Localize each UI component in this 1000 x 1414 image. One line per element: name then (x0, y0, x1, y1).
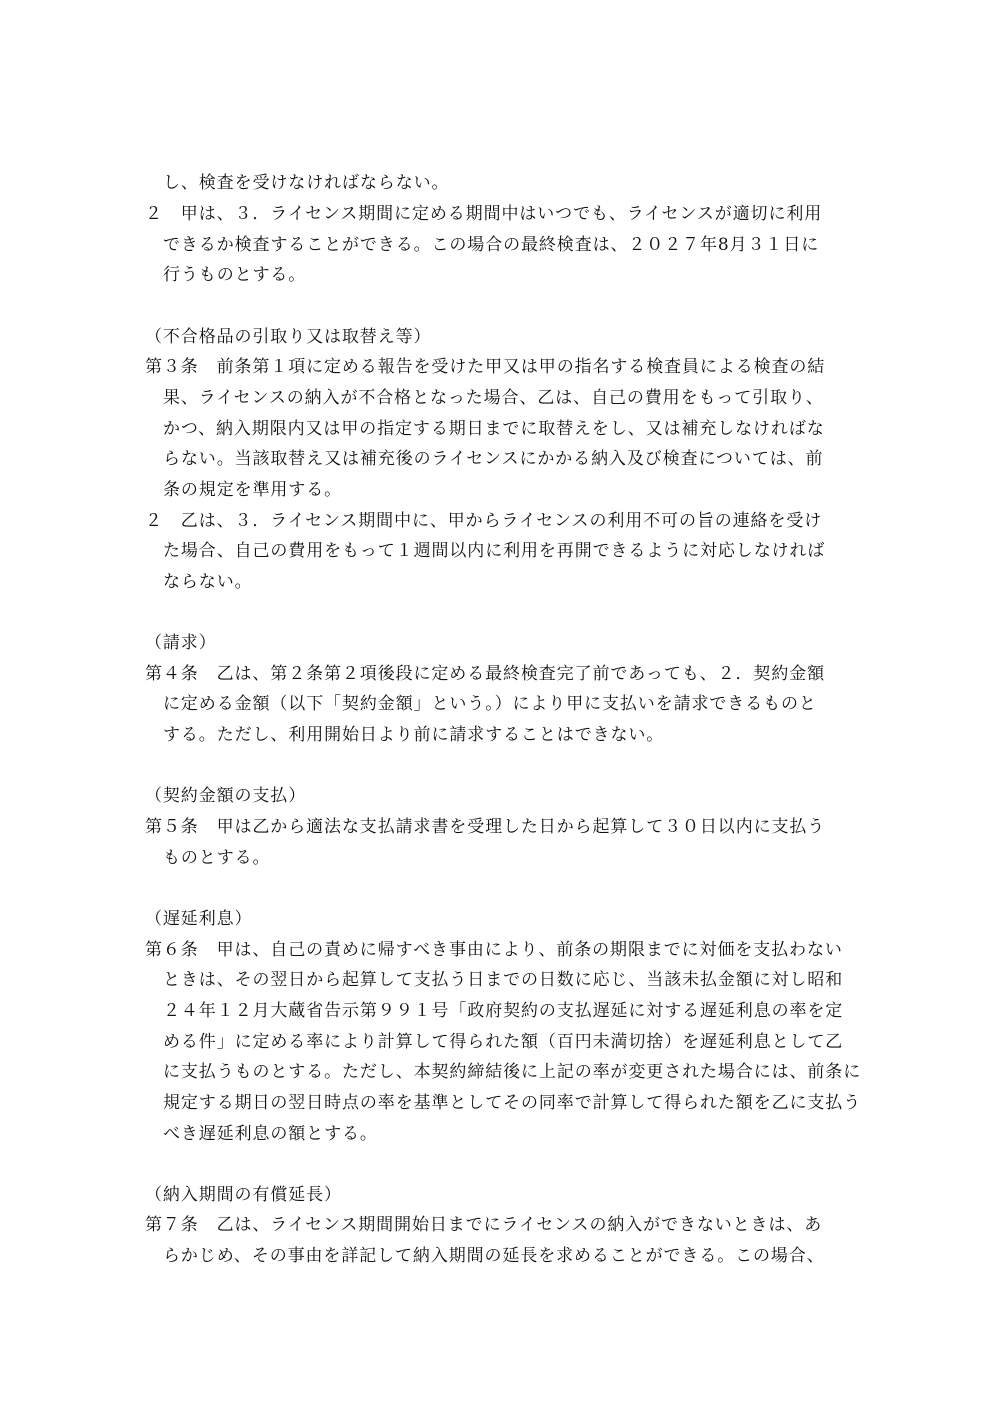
article-heading: （請求） (145, 633, 217, 653)
text-line: ２４年１２月大蔵省告示第９９１号「政府契約の支払遅延に対する遅延利息の率を定 (163, 1001, 844, 1021)
text-line: ２ 甲は、３．ライセンス期間に定める期間中はいつでも、ライセンスが適切に利用 (145, 204, 823, 224)
text-line: らかじめ、その事由を詳記して納入期間の延長を求めることができる。この場合、 (163, 1246, 825, 1266)
text-line: 条の規定を準用する。 (163, 480, 342, 500)
text-line: た場合、自己の費用をもって１週間以内に利用を再開できるように対応しなければ (163, 541, 826, 561)
text-line: 果、ライセンスの納入が不合格となった場合、乙は、自己の費用をもって引取り、 (163, 388, 824, 408)
text-line: できるか検査することができる。この場合の最終検査は、２０２７年8月３１日に (163, 235, 820, 255)
text-line: ならない。 (163, 572, 253, 592)
text-line: ２ 乙は、３．ライセンス期間中に、甲からライセンスの利用不可の旨の連絡を受け (145, 511, 823, 531)
article-heading: （納入期間の有償延長） (145, 1185, 342, 1205)
text-line: 第５条 甲は乙から適法な支払請求書を受理した日から起算して３０日以内に支払う (145, 817, 826, 837)
article-heading: （不合格品の引取り又は取替え等） (145, 327, 432, 347)
text-line: に定める金額（以下「契約金額」という。）により甲に支払いを請求できるものと (163, 694, 817, 714)
text-line: 第４条 乙は、第２条第２項後段に定める最終検査完了前であっても、２．契約金額 (145, 664, 826, 684)
text-line: し、検査を受けなければならない。 (163, 173, 450, 193)
text-line: ものとする。 (163, 848, 271, 868)
text-line: 規定する期日の翌日時点の率を基準としてその同率で計算して得られた額を乙に支払う (163, 1093, 862, 1113)
text-line: べき遅延利息の額とする。 (163, 1124, 378, 1144)
text-line: 第７条 乙は、ライセンス期間開始日までにライセンスの納入ができないときは、あ (145, 1215, 823, 1235)
text-line: ときは、その翌日から起算して支払う日までの日数に応じ、当該未払金額に対し昭和 (163, 970, 844, 990)
text-line: 第６条 甲は、自己の責めに帰すべき事由により、前条の期限までに対価を支払わない (145, 940, 843, 960)
text-line: める件」に定める率により計算して得られた額（百円未満切捨）を遅延利息として乙 (163, 1032, 844, 1052)
text-line: する。ただし、利用開始日より前に請求することはできない。 (163, 725, 665, 745)
text-line: らない。当該取替え又は補充後のライセンスにかかる納入及び検査については、前 (163, 449, 824, 469)
article-heading: （遅延利息） (145, 909, 253, 929)
text-line: 第３条 前条第１項に定める報告を受けた甲又は甲の指名する検査員による検査の結 (145, 357, 826, 377)
text-line: 行うものとする。 (163, 265, 307, 285)
text-line: かつ、納入期限内又は甲の指定する期日までに取替えをし、又は補充しなければな (163, 419, 825, 439)
article-heading: （契約金額の支払） (145, 786, 307, 806)
text-line: に支払うものとする。ただし、本契約締結後に上記の率が変更された場合には、前条に (163, 1062, 862, 1082)
